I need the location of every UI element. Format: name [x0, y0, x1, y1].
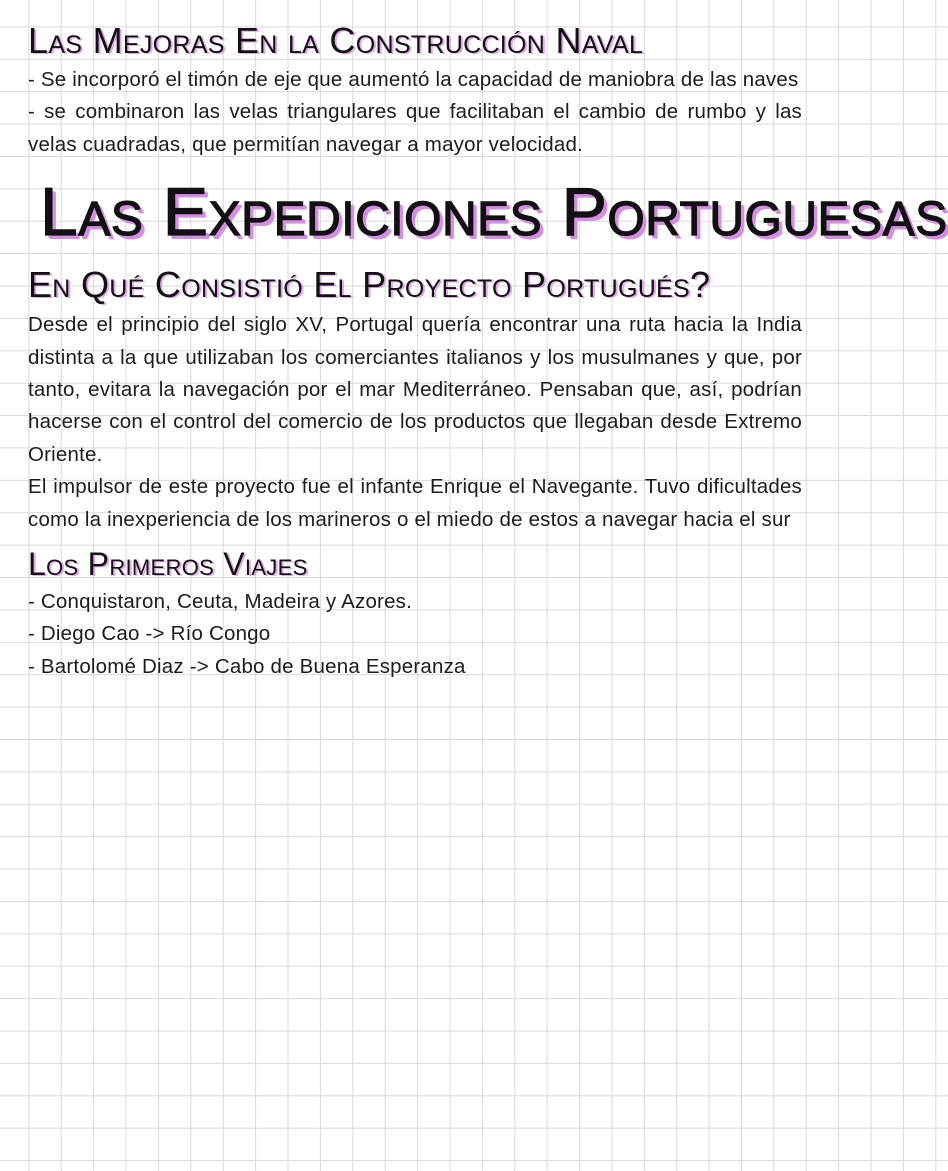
- list-item: - Conquistaron, Ceuta, Madeira y Azores.: [28, 590, 413, 614]
- heading-proyecto-portugues: En Qué Consistió El Proyecto Portugués?: [28, 264, 711, 306]
- proyecto-paragraph-2: El impulsor de este proyecto fue el infante Enrique el Navegante. Tuvo dificultades como la inexperiencia de los marineros o el miedo de estos a navegar hacia el sur: [28, 475, 802, 531]
- naval-item-velas: - se combinaron las velas triangulares que facilitaban el cambio de rumbo y las velas cuadradas, que permitían navegar a mayor velocidad.: [28, 100, 802, 156]
- list-item: - Bartolomé Diaz -> Cabo de Buena Esperanza: [28, 654, 466, 678]
- proyecto-paragraph-1: Desde el principio del siglo XV, Portugal quería encontrar una ruta hacia la India distinta a la que utilizaban los comerciantes italianos y los musulmanes y que, por tanto, evitara la navegación por el mar Mediterráneo. Pensaban que, así, podrían hacerse con el control del comercio de los productos que llegaban desde Extremo Oriente.: [28, 313, 802, 466]
- notes-page: [28, 18, 948, 683]
- page-title: Las Expediciones Portuguesas: [40, 174, 948, 251]
- list-item: - Diego Cao -> Río Congo: [28, 622, 271, 646]
- heading-primeros-viajes: Los Primeros Viajes: [28, 546, 308, 583]
- viajes-list: [28, 586, 802, 683]
- heading-construccion-naval: Las Mejoras En la Construcción Naval: [28, 20, 644, 61]
- naval-item-timon: - Se incorporó el timón de eje que aumentó la capacidad de maniobra de las naves: [28, 68, 799, 91]
